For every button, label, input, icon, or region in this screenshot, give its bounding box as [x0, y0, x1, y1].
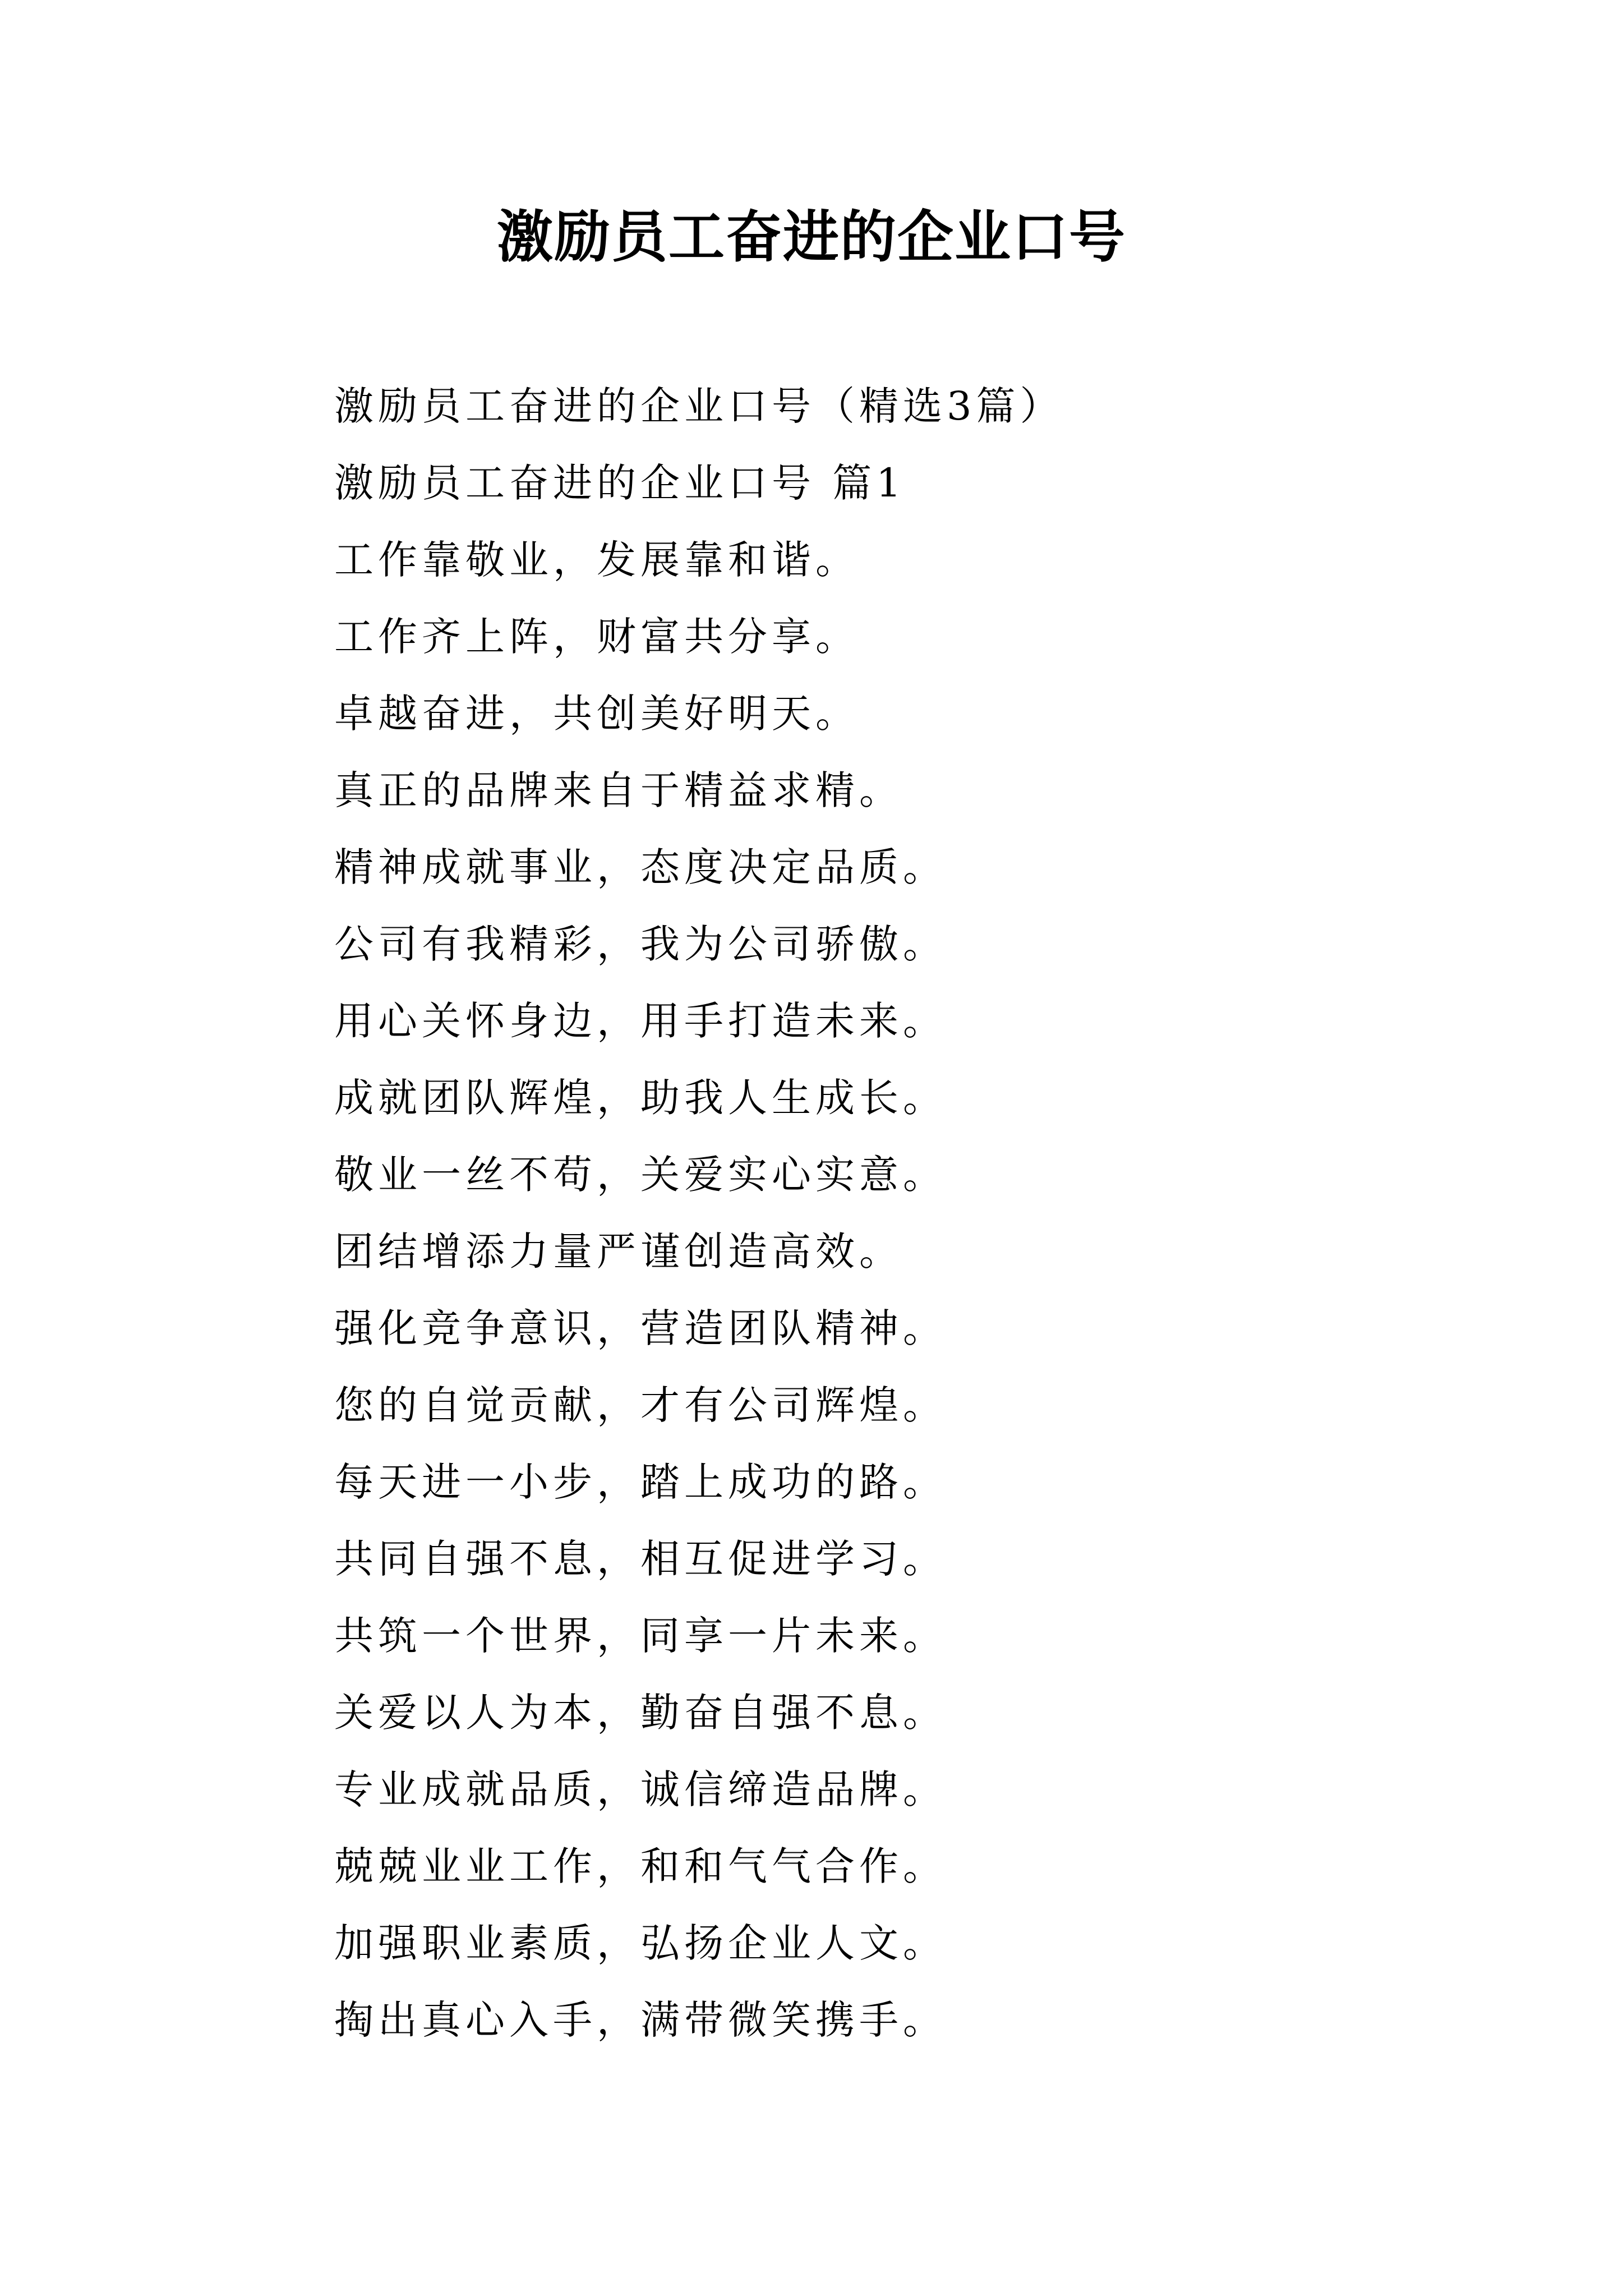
slogan-line: 成就团队辉煌，助我人生成长。	[334, 1075, 947, 1121]
slogan-line: 专业成就品质，诚信缔造品牌。	[334, 1766, 947, 1812]
subtitle-line: 激励员工奋进的企业口号（精选3篇）	[334, 383, 1064, 429]
section-heading: 激励员工奋进的企业口号 篇1	[334, 460, 906, 506]
slogan-line: 真正的品牌来自于精益求精。	[334, 767, 903, 813]
slogan-line: 共筑一个世界，同享一片未来。	[334, 1613, 947, 1659]
slogan-line: 掏出真心入手，满带微笑携手。	[334, 1997, 947, 2043]
slogan-line: 每天进一小步，踏上成功的路。	[334, 1459, 947, 1505]
slogan-line: 工作靠敬业，发展靠和谐。	[334, 537, 859, 583]
document-body	[334, 368, 1512, 2059]
document-title: 激励员工奋进的企业口号	[497, 204, 1126, 270]
slogan-line: 卓越奋进，共创美好明天。	[334, 691, 859, 737]
slogan-line: 加强职业素质，弘扬企业人文。	[334, 1920, 947, 1966]
slogan-line: 您的自觉贡献，才有公司辉煌。	[334, 1382, 947, 1428]
slogan-line: 工作齐上阵，财富共分享。	[334, 614, 859, 660]
slogan-line: 关爱以人为本，勤奋自强不息。	[334, 1690, 947, 1736]
slogan-line: 共同自强不息，相互促进学习。	[334, 1536, 947, 1582]
slogan-line: 强化竞争意识，营造团队精神。	[334, 1305, 947, 1351]
slogan-line: 兢兢业业工作，和和气气合作。	[334, 1843, 947, 1889]
slogan-line: 团结增添力量严谨创造高效。	[334, 1228, 903, 1274]
slogan-line: 敬业一丝不苟，关爱实心实意。	[334, 1152, 947, 1198]
slogan-line: 公司有我精彩，我为公司骄傲。	[334, 921, 947, 967]
slogan-line: 精神成就事业，态度决定品质。	[334, 844, 947, 890]
slogan-line: 用心关怀身边，用手打造未来。	[334, 998, 947, 1044]
